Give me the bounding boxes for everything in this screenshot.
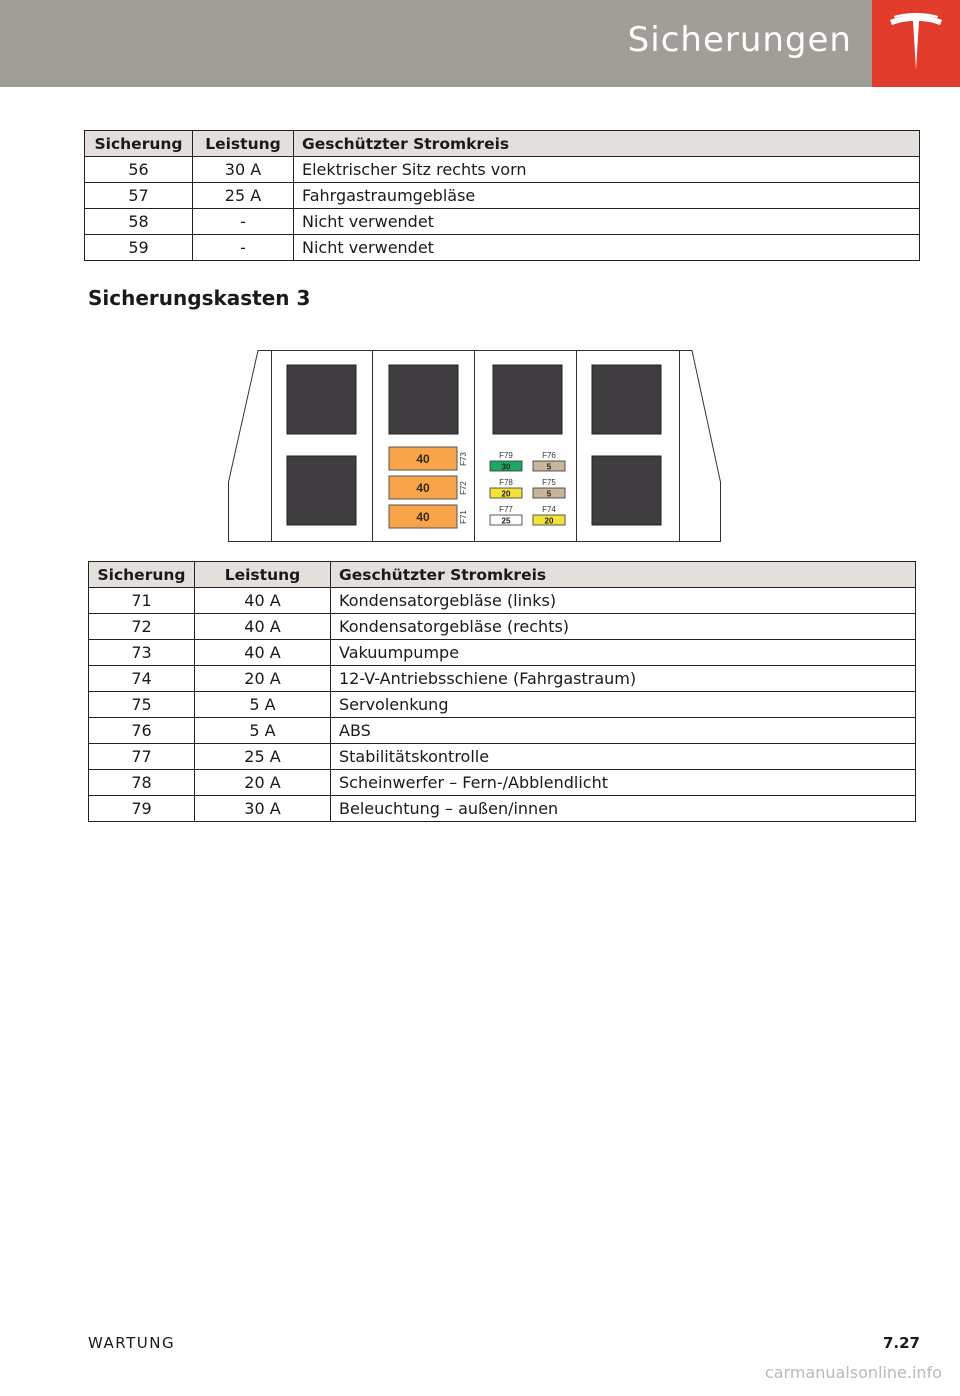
- table-row: [89, 718, 916, 744]
- fuse-rating: -: [193, 209, 294, 235]
- table-row: [89, 744, 916, 770]
- fuse-value: 40: [416, 481, 430, 495]
- fuse-number: 71: [89, 588, 195, 614]
- fuse-label: F75: [542, 478, 556, 487]
- fuse-table-1: [84, 130, 920, 261]
- table-row: [89, 770, 916, 796]
- column-header: Leistung: [195, 562, 331, 588]
- fuse-label: F78: [499, 478, 513, 487]
- fuse-circuit: ABS: [331, 718, 916, 744]
- relay: [493, 365, 562, 434]
- fuse-circuit: Stabilitätskontrolle: [331, 744, 916, 770]
- fuse-circuit: Fahrgastraumgebläse: [294, 183, 920, 209]
- fuse-rating: 40 A: [195, 640, 331, 666]
- column-header: Sicherung: [89, 562, 195, 588]
- fuse-number: 56: [85, 157, 193, 183]
- page-header: [0, 0, 872, 87]
- table-row: [89, 588, 916, 614]
- mini-fuse-group: [490, 451, 565, 526]
- fuse-rating: 5 A: [195, 718, 331, 744]
- fuse-circuit: Beleuchtung – außen/innen: [331, 796, 916, 822]
- fuse-value: 20: [501, 489, 511, 499]
- fuse-rating: -: [193, 235, 294, 261]
- fuse-number: 72: [89, 614, 195, 640]
- page-title: Sicherungen: [627, 20, 852, 60]
- fuse-number: 58: [85, 209, 193, 235]
- fuse-rating: 30 A: [195, 796, 331, 822]
- column-header: Geschützter Stromkreis: [294, 131, 920, 157]
- fuse-rating: 20 A: [195, 666, 331, 692]
- footer-section-label: WARTUNG: [88, 1334, 176, 1352]
- fuse-rating: 20 A: [195, 770, 331, 796]
- fuse-number: 75: [89, 692, 195, 718]
- table-row: [89, 796, 916, 822]
- fuse-value: 40: [416, 452, 430, 466]
- table-row: [89, 614, 916, 640]
- tesla-logo-icon: [888, 12, 944, 74]
- fuse-circuit: Nicht verwendet: [294, 209, 920, 235]
- fuse-circuit: Servolenkung: [331, 692, 916, 718]
- column-header: Leistung: [193, 131, 294, 157]
- fuse-rating: 40 A: [195, 614, 331, 640]
- fuse-label: F72: [459, 481, 469, 495]
- fuse-rating: 25 A: [193, 183, 294, 209]
- fuse-number: 73: [89, 640, 195, 666]
- fuse-value: 25: [501, 516, 511, 526]
- table-header-row: [85, 131, 920, 157]
- fuse-rating: 30 A: [193, 157, 294, 183]
- column-header: Sicherung: [85, 131, 193, 157]
- high-current-fuse-group: [389, 447, 468, 528]
- fuse-number: 79: [89, 796, 195, 822]
- watermark: carmanualsonline.info: [764, 1363, 942, 1382]
- fuse-label: F71: [459, 510, 469, 524]
- relay: [592, 456, 661, 525]
- fuse-label: F73: [459, 452, 469, 466]
- fuse-number: 59: [85, 235, 193, 261]
- fuse-value: 20: [544, 516, 554, 526]
- relay: [389, 365, 458, 434]
- relay: [592, 365, 661, 434]
- fuse-rating: 5 A: [195, 692, 331, 718]
- table-row: [85, 157, 920, 183]
- fuse-box-diagram: [228, 346, 722, 544]
- fuse-circuit: Kondensatorgebläse (links): [331, 588, 916, 614]
- column-header: Geschützter Stromkreis: [331, 562, 916, 588]
- fuse-number: 74: [89, 666, 195, 692]
- fuse-circuit: Nicht verwendet: [294, 235, 920, 261]
- table-row: [85, 209, 920, 235]
- fuse-number: 76: [89, 718, 195, 744]
- fuse-table-2: [88, 561, 916, 822]
- fuse-circuit: Scheinwerfer – Fern-/Abblendlicht: [331, 770, 916, 796]
- fuse-circuit: Kondensatorgebläse (rechts): [331, 614, 916, 640]
- fuse-rating: 40 A: [195, 588, 331, 614]
- section-heading: Sicherungskasten 3: [88, 286, 311, 310]
- fuse-rating: 25 A: [195, 744, 331, 770]
- relay: [287, 365, 356, 434]
- table-header-row: [89, 562, 916, 588]
- brand-logo: [872, 0, 960, 87]
- fuse-circuit: Vakuumpumpe: [331, 640, 916, 666]
- fuse-label: F79: [499, 451, 513, 460]
- footer-page-number: 7.27: [882, 1334, 920, 1352]
- fuse-circuit: Elektrischer Sitz rechts vorn: [294, 157, 920, 183]
- fuse-value: 30: [501, 462, 511, 472]
- fuse-value: 40: [416, 510, 430, 524]
- fuse-number: 57: [85, 183, 193, 209]
- fuse-label: F76: [542, 451, 556, 460]
- fuse-label: F77: [499, 505, 513, 514]
- table-row: [89, 666, 916, 692]
- fuse-number: 77: [89, 744, 195, 770]
- table-row: [89, 640, 916, 666]
- fuse-label: F74: [542, 505, 556, 514]
- table-row: [89, 692, 916, 718]
- fuse-value: 5: [546, 489, 552, 499]
- table-row: [85, 235, 920, 261]
- table-row: [85, 183, 920, 209]
- fuse-value: 5: [546, 462, 552, 472]
- fuse-circuit: 12-V-Antriebsschiene (Fahrgastraum): [331, 666, 916, 692]
- relay: [287, 456, 356, 525]
- fuse-number: 78: [89, 770, 195, 796]
